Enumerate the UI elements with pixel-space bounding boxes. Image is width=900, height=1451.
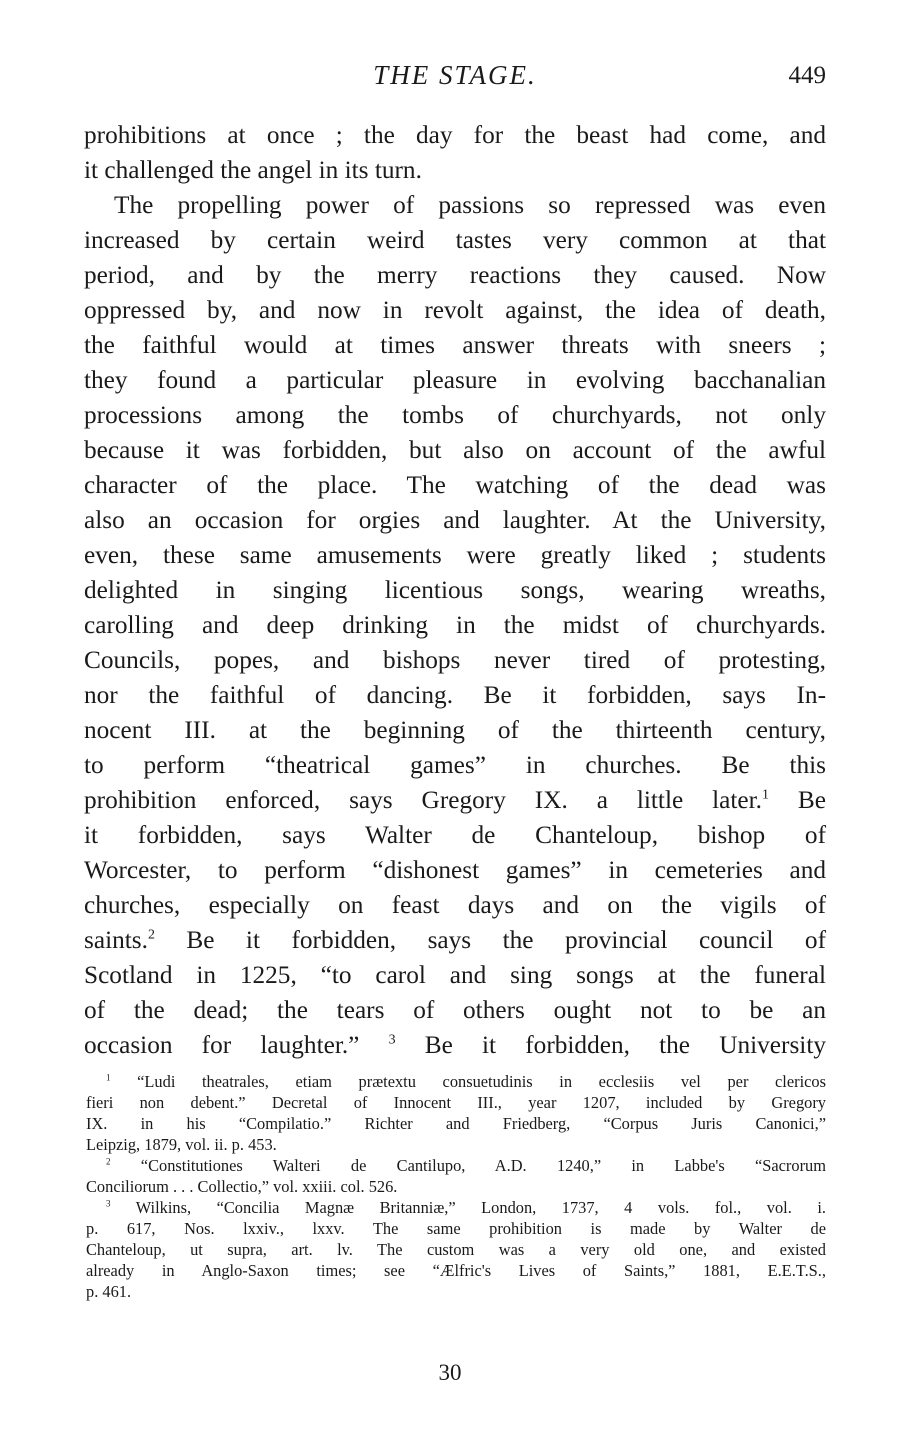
text-line: it challenged the angel in its turn.: [84, 156, 422, 184]
footnote-marker: 1: [106, 1072, 111, 1083]
footnote-ref-3: 3: [388, 1032, 396, 1048]
running-title: THE STAGE.: [373, 60, 537, 90]
text-line: [84, 783, 826, 818]
text-line: prohibitions at once ; the day for the beast had come, and: [84, 121, 826, 149]
text-line: [84, 1028, 826, 1063]
text-fragment: saints.: [84, 926, 148, 954]
text-line: nocent III. at the beginning of the thirteenth century,: [84, 716, 826, 744]
text-line: carolling and deep drinking in the midst of churchyards.: [84, 611, 826, 639]
footnote-line: already in Anglo-Saxon times; see “Ælfric's Lives of Saints,” 1881, E.E.T.S.,: [86, 1261, 826, 1280]
footnote-line: [86, 1071, 826, 1092]
text-line: they found a particular pleasure in evolving bacchanalian: [84, 366, 826, 394]
text-line: period, and by the merry reactions they caused. Now: [84, 261, 826, 289]
footnote-line: Conciliorum . . . Collectio,” vol. xxiii. col. 526.: [86, 1177, 398, 1196]
text-fragment: Be: [797, 786, 826, 814]
footnote-line: p. 617, Nos. lxxiv., lxxv. The same prohibition is made by Walter de: [86, 1219, 826, 1238]
text-fragment: Be it forbidden, the University: [424, 1031, 826, 1059]
footnote-line: IX. in his “Compilatio.” Richter and Friedberg, “Corpus Juris Canonici,”: [86, 1114, 826, 1133]
footnote-ref-2: 2: [147, 927, 155, 943]
text-line: to perform “theatrical games” in churches. Be this: [84, 751, 826, 779]
text-line: also an occasion for orgies and laughter. At the University,: [84, 506, 826, 534]
footnote-marker: 2: [106, 1156, 111, 1167]
text-line: delighted in singing licentious songs, wearing wreaths,: [84, 576, 826, 604]
text-fragment: Be it forbidden, says the provincial council of: [186, 926, 826, 954]
text-line: churches, especially on feast days and on the vigils of: [84, 891, 826, 919]
text-line: even, these same amusements were greatly liked ; students: [84, 541, 826, 569]
text-line: of the dead; the tears of others ought not to be an: [84, 996, 826, 1024]
footnote-text: “Constitutiones Walteri de Cantilupo, A.D. 1240,” in Labbe's “Sacrorum: [140, 1156, 826, 1175]
footnote-marker: 3: [106, 1198, 111, 1209]
text-line: [84, 923, 826, 958]
footnote-text: Wilkins, “Concilia Magnæ Britanniæ,” London, 1737, 4 vols. fol., vol. i.: [135, 1198, 826, 1217]
footnotes: [86, 1071, 826, 1302]
text-line: Worcester, to perform “dishonest games” in cemeteries and: [84, 856, 826, 884]
text-line: oppressed by, and now in revolt against, the idea of death,: [84, 296, 826, 324]
folio-signature: 30: [438, 1360, 462, 1385]
footnote-line: [86, 1197, 826, 1218]
footnote-line: [86, 1155, 826, 1176]
text-line: it forbidden, says Walter de Chanteloup, bishop of: [84, 821, 826, 849]
footnote-line: p. 461.: [86, 1282, 132, 1301]
text-fragment: prohibition enforced, says Gregory IX. a little later.: [84, 786, 763, 814]
text-fragment: occasion for laughter.”: [84, 1031, 360, 1059]
page-number: 449: [788, 62, 826, 89]
text-line: the faithful would at times answer threats with sneers ;: [84, 331, 826, 359]
text-line: Councils, popes, and bishops never tired of protesting,: [84, 646, 826, 674]
text-line: increased by certain weird tastes very common at that: [84, 226, 826, 254]
text-line: nor the faithful of dancing. Be it forbidden, says In-: [84, 681, 826, 709]
footnote-line: Leipzig, 1879, vol. ii. p. 453.: [86, 1135, 277, 1154]
footnote-line: Chanteloup, ut supra, art. lv. The custom was a very old one, and existed: [86, 1240, 826, 1259]
running-head: [84, 60, 826, 100]
text-line: The propelling power of passions so repressed was even: [114, 191, 826, 219]
text-line: character of the place. The watching of the dead was: [84, 471, 826, 499]
footnote-ref-1: 1: [762, 787, 769, 803]
footnote-text: “Ludi theatrales, etiam prætextu consuetudinis in ecclesiis vel per clericos: [137, 1072, 827, 1091]
text-line: because it was forbidden, but also on account of the awful: [84, 436, 826, 464]
body-text: [84, 118, 826, 1063]
text-line: Scotland in 1225, “to carol and sing songs at the funeral: [84, 961, 826, 989]
footnote-line: fieri non debent.” Decretal of Innocent III., year 1207, included by Gregory: [86, 1093, 826, 1112]
text-line: processions among the tombs of churchyards, not only: [84, 401, 826, 429]
